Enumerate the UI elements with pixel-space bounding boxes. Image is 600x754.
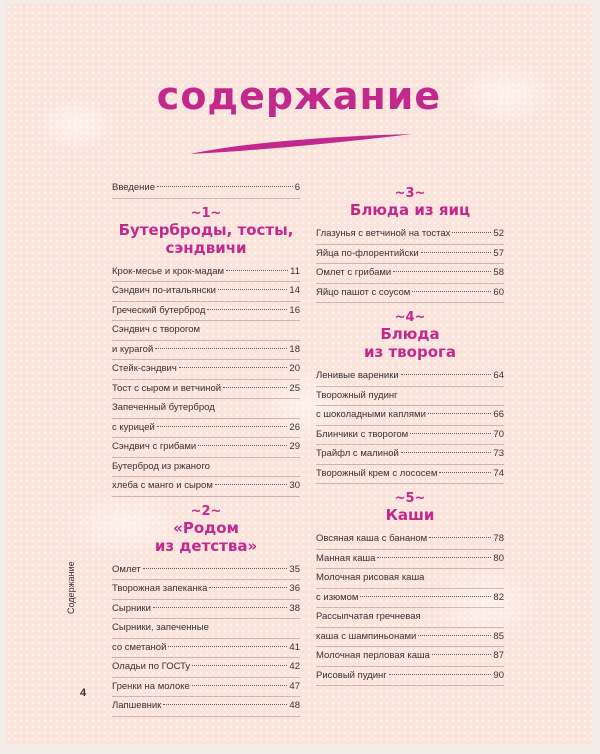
toc-entry-page: 36 [289,583,300,594]
toc-entry-title: Бутерброд из ржаного [112,458,300,478]
toc-entry[interactable] [112,302,300,322]
section-heading [316,492,504,524]
toc-entry-page: 66 [493,409,504,420]
toc-entry-page: 70 [493,428,504,440]
toc-entry[interactable] [316,667,504,687]
section-heading [112,207,300,257]
toc-column-left [112,179,300,717]
toc-entry-title: Тост с сыром и ветчиной [112,382,222,394]
toc-entry[interactable] [316,550,504,570]
toc-entry-title: с шоколадными каплями [316,409,426,420]
toc-entry-title: Яйца по-флорентийски [316,247,419,259]
toc-entry-title: Манная каша [316,552,376,564]
toc-entry-title: и курагой [112,343,154,355]
toc-entry-page: 47 [289,680,300,692]
toc-entry-page: 35 [289,563,300,575]
toc-entry-title: Трайфл с малиной [316,448,399,459]
title-swash-decoration [186,132,416,158]
toc-entry-page: 30 [289,480,300,491]
toc-entry-title: Омлет [112,563,141,575]
toc-entry-title: Творожный крем с лососем [316,467,438,479]
toc-entry-title: Введение [112,182,156,193]
toc-entry-page: 14 [289,285,300,296]
toc-entry-page: 60 [493,286,504,298]
toc-entry-page: 85 [493,630,504,642]
section-title: Каши [385,506,435,524]
toc-entry-title: Рисовый пудинг [316,669,387,681]
toc-entry-page: 58 [493,267,504,278]
toc-entry-page: 6 [294,182,300,193]
toc-entry-title: Творожный пудинг [316,387,504,407]
toc-entry[interactable] [316,245,504,265]
toc-entry-page: 57 [493,247,504,259]
toc-entry-page: 82 [493,591,504,603]
toc-entry[interactable] [316,284,504,304]
toc-entry-title: хлеба с манго и сыром [112,480,213,491]
toc-entry-page: 74 [493,467,504,479]
toc-entry-page: 80 [493,552,504,564]
page-title: содержание [156,74,442,118]
toc-entry[interactable] [316,367,504,387]
toc-entry[interactable] [112,600,300,620]
toc-entry-page: 78 [493,533,504,544]
toc-entry-title: каша с шампиньонами [316,630,417,642]
section-heading [112,505,300,555]
toc-entry-title: Гренки на молоке [112,680,190,692]
toc-entry[interactable] [112,619,300,658]
toc-entry-page: 87 [493,650,504,661]
toc-section [112,207,300,497]
toc-entry-title: Запеченный бутерброд [112,399,300,419]
toc-section [316,187,504,303]
toc-entry[interactable] [112,561,300,581]
toc-entry-page: 73 [493,448,504,459]
toc-entry[interactable] [112,658,300,678]
section-number: ~5~ [394,491,426,506]
section-title: из творога [364,343,456,361]
toc-entry-page: 25 [289,382,300,394]
toc-entry[interactable] [316,426,504,446]
toc-column-right [316,179,504,686]
toc-entry-page: 52 [493,228,504,239]
toc-section [316,311,504,484]
toc-entry[interactable] [316,647,504,667]
toc-entry-title: Стейк-сэндвич [112,363,177,374]
toc-entry-title: Глазунья с ветчиной на тостах [316,228,451,239]
toc-entry[interactable] [112,263,300,283]
section-title: из детства» [154,536,258,555]
toc-entry-page: 18 [289,343,300,355]
section-title: сэндвичи [165,238,247,257]
toc-entry-title: Творожная запеканка [112,583,208,594]
toc-entry-title: с курицей [112,421,155,433]
section-title: Блюда из яиц [349,201,471,219]
section-title: Бутерброды, тосты, [118,220,294,239]
toc-section [316,492,504,686]
toc-entry-page: 26 [289,421,300,433]
toc-entry-title: Овсяная каша с бананом [316,533,428,544]
toc-entry-title: Ленивые вареники [316,370,399,381]
toc-entry[interactable] [316,225,504,245]
toc-entry[interactable] [316,387,504,426]
toc-entry-title: Сэндвич по-итальянски [112,285,216,296]
toc-entry-page: 29 [289,441,300,452]
toc-entry[interactable] [316,465,504,485]
toc-entry[interactable] [112,580,300,600]
toc-entry-title: Лапшевник [112,700,162,711]
toc-entry[interactable] [316,264,504,284]
toc-entry-title: Молочная перловая каша [316,650,430,661]
toc-entry-page: 38 [289,602,300,614]
toc-entry-page: 64 [493,370,504,381]
toc-entry-title: Сэндвич с грибами [112,441,197,452]
book-page [6,4,592,744]
toc-entry-title: Оладьи по ГОСТу [112,661,191,672]
toc-entry-title: с изюмом [316,591,359,603]
toc-entry[interactable] [112,697,300,717]
toc-entry-page: 20 [289,363,300,374]
toc-entry[interactable] [112,438,300,458]
section-heading [316,187,504,219]
toc-entry-title: Молочная рисовая каша [316,569,504,589]
toc-entry-page: 11 [290,265,300,277]
toc-entry[interactable] [112,179,300,199]
toc-entry[interactable] [316,445,504,465]
section-number: ~3~ [394,186,426,201]
toc-entry[interactable] [112,282,300,302]
toc-entry-page: 42 [289,661,300,672]
toc-entry[interactable] [316,530,504,550]
side-running-header: Содержание [66,561,76,614]
toc-entry[interactable] [112,360,300,380]
toc-entry[interactable] [112,399,300,438]
section-title: Блюда [380,325,440,343]
toc-entry[interactable] [316,608,504,647]
toc-entry-title: Греческий бутерброд [112,304,206,316]
toc-entry-title: Рассыпчатая гречневая [316,608,504,628]
toc-entry[interactable] [112,458,300,497]
section-heading [316,311,504,361]
page-number: 4 [80,687,87,699]
toc-entry-title: Сэндвич с творогом [112,321,300,341]
toc-entry[interactable] [112,380,300,400]
section-number: ~4~ [394,310,426,325]
toc-section [112,505,300,717]
toc-entry-title: Блинчики с творогом [316,428,409,440]
toc-entry-title: Омлет с грибами [316,267,392,278]
toc-entry-page: 41 [289,641,300,653]
toc-entry-title: Сырники [112,602,151,614]
section-number: ~2~ [190,503,222,519]
toc-entry-page: 48 [289,700,300,711]
toc-entry-title: Яйцо пашот с соусом [316,286,411,298]
toc-entry-page: 16 [289,304,300,316]
toc-entry[interactable] [316,569,504,608]
section-number: ~1~ [190,205,222,221]
toc-entry[interactable] [112,678,300,698]
toc-entry[interactable] [112,321,300,360]
toc-entry-title: со сметаной [112,641,167,653]
section-title: «Родом [173,518,239,537]
toc-entry-title: Крок-месье и крок-мадам [112,265,225,277]
toc-entry-page: 90 [493,669,504,681]
toc-entry-title: Сырники, запеченные [112,619,300,639]
